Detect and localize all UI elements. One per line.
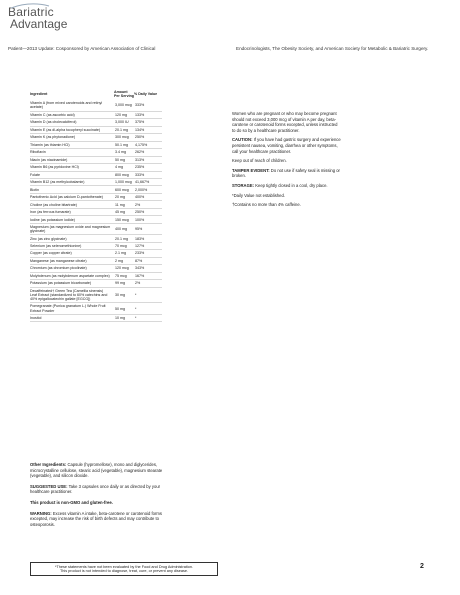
ingredient-cell: Vitamin C (as ascorbic acid)	[30, 111, 114, 118]
amount-cell: 3.4 mg	[114, 149, 134, 156]
other-ingredients-text: Capsule (hypromellose), mono and diglycerides, microcrystalline cellulose, stearic acid (vegetable), magnesium stearate (vegetable), and silicon dioxide.	[30, 462, 163, 479]
table-row	[30, 193, 162, 200]
table-row	[30, 201, 162, 208]
ingredient-cell: Vitamin E (as dl-alpha tocopheryl succinate)	[30, 126, 114, 133]
caution-text: If you have had gastric surgery and experience persistent nausea, vomiting, diarrhea or other symptoms, call your healthcare practitioner.	[232, 137, 341, 154]
daily-value-cell: 167%	[134, 272, 162, 279]
other-ingredients-label: Other Ingredients:	[30, 462, 67, 467]
ingredient-cell: Inositol	[30, 314, 114, 321]
ingredient-cell: Folate	[30, 171, 114, 178]
daily-value-cell: *	[134, 314, 162, 321]
amount-cell: 11 mg	[114, 201, 134, 208]
disclaimer-line-2: This product is not intended to diagnose, treat, cure, or prevent any disease.	[59, 569, 189, 574]
daily-value-cell: 133%	[134, 111, 162, 118]
table-row	[30, 235, 162, 242]
daily-value-cell: 2%	[134, 201, 162, 208]
table-header-row	[30, 90, 162, 100]
ingredient-cell: Niacin (as niacinamide)	[30, 156, 114, 163]
daily-value-cell: 41,667%	[134, 178, 162, 185]
table-body	[30, 100, 162, 322]
amount-cell: 2.1 mg	[114, 250, 134, 257]
amount-cell: 45 mg	[114, 208, 134, 215]
table-row	[30, 303, 162, 315]
amount-cell: 150 mcg	[114, 216, 134, 223]
daily-value-cell: 333%	[134, 100, 162, 111]
storage-text: Keep tightly closed in a cool, dry place.	[255, 182, 328, 188]
amount-cell: 70 mcg	[114, 242, 134, 249]
tamper-text: Do not use if safety seal is missing or broken.	[232, 167, 340, 179]
table-row	[30, 186, 162, 193]
amount-cell: 50.1 mg	[114, 141, 134, 148]
daily-value-cell: 250%	[134, 208, 162, 215]
daily-value-cell: 262%	[134, 149, 162, 156]
table-row	[30, 119, 162, 126]
amount-cell: 1,000 mcg	[114, 178, 134, 185]
ingredient-cell: Thiamin (as thiamin HCl)	[30, 141, 114, 148]
daily-value-cell: 400%	[134, 193, 162, 200]
amount-cell: 2 mg	[114, 257, 134, 264]
tamper-evident-notice	[232, 168, 342, 179]
table-row	[30, 171, 162, 178]
table-row	[30, 164, 162, 171]
daily-value-cell: 134%	[134, 126, 162, 133]
ingredient-cell: Zinc (as zinc glycinate)	[30, 235, 114, 242]
ingredient-cell: Copper (as copper citrate)	[30, 250, 114, 257]
ingredient-cell: Vitamin B6 (as pyridoxine HCl)	[30, 164, 114, 171]
daily-value-cell: 250%	[134, 134, 162, 141]
daily-value-cell: 2%	[134, 280, 162, 287]
ingredient-cell: Choline (as choline bitartrate)	[30, 201, 114, 208]
amount-cell: 75 mcg	[114, 272, 134, 279]
ingredient-header: Ingredient	[30, 92, 48, 97]
other-ingredients	[30, 462, 166, 479]
table-row	[30, 216, 162, 223]
ingredient-cell: Magnesium (as magnesium oxide and magnesium glycinate)	[30, 223, 114, 235]
table-row	[30, 280, 162, 287]
ingredient-cell: Vitamin K (as phytonadione)	[30, 134, 114, 141]
suggested-use-label: SUGGESTED USE:	[30, 483, 68, 489]
logo-line-2: Advantage	[10, 17, 68, 31]
supplement-facts-table	[30, 90, 162, 322]
amount-cell: 800 mcg	[114, 171, 134, 178]
ingredient-cell: Chromium (as chromium picolinate)	[30, 265, 114, 272]
daily-value-cell: 100%	[134, 216, 162, 223]
daily-value-footnote: *Daily Value not established.	[232, 192, 285, 198]
amount-cell: 30 mg	[114, 287, 134, 303]
daily-value-cell: 87%	[134, 257, 162, 264]
table-row	[30, 141, 162, 148]
caffeine-footnote: †Contains no more than 4% caffeine.	[232, 202, 301, 208]
ingredient-cell: Vitamin A (from mixed carotenoids and retinyl acetate)	[30, 100, 114, 111]
daily-value-cell: 343%	[134, 265, 162, 272]
table-row	[30, 250, 162, 257]
amount-cell: 600 mcg	[114, 186, 134, 193]
table-row	[30, 242, 162, 249]
table-row	[30, 208, 162, 215]
disclaimer-line-1: *These statements have not been evaluated by the Food and Drug Administration.	[54, 564, 194, 569]
ingredient-cell: Pantothenic Acid (as calcium D-pantothenate)	[30, 193, 114, 200]
amount-cell: 20.1 mg	[114, 235, 134, 242]
tamper-label: TAMPER EVIDENT:	[232, 167, 270, 173]
table-row	[30, 149, 162, 156]
right-column	[232, 111, 342, 212]
amount-cell: 20.1 mg	[114, 126, 134, 133]
amount-cell: 50 mg	[114, 156, 134, 163]
daily-value-cell: 95%	[134, 223, 162, 235]
ingredient-cell: Iron (as ferrous fumarate)	[30, 208, 114, 215]
daily-value-cell: 333%	[134, 171, 162, 178]
suggested-use-text: Take 3 capsules once daily or as directed by your healthcare practitioner.	[30, 483, 161, 495]
ingredient-cell: Selenium (as selenomethionine)	[30, 242, 114, 249]
daily-value-cell: 127%	[134, 242, 162, 249]
amount-cell: 120 mcg	[114, 265, 134, 272]
amount-cell: 400 mg	[114, 223, 134, 235]
amount-cell: 10 mg	[114, 314, 134, 321]
pregnancy-notice: Women who are pregnant or who may become pregnant should not exceed 3,000 mcg of vitamin A per day, beta-carotene or carotenoid forms excepted, unless instructed to do so by a healthcare practitioner.	[232, 111, 338, 133]
bariatric-advantage-logo	[8, 6, 78, 42]
ingredient-cell: Pomegranate (Punica granatum L.) Whole Fruit Extract Powder	[30, 303, 114, 315]
table-row	[30, 156, 162, 163]
ingredient-cell: Iodine (as potassium iodide)	[30, 216, 114, 223]
amount-header: Amount Per Serving	[114, 90, 134, 99]
suggested-use	[30, 484, 166, 495]
non-gmo-statement	[30, 500, 166, 506]
daily-value-cell: 375%	[134, 119, 162, 126]
keep-out-of-reach: Keep out of reach of children.	[232, 158, 287, 164]
warning	[30, 511, 166, 528]
header-left-text: Patient—2013 Update: Cosponsored by American Association of Clinical	[8, 46, 156, 51]
caution-notice	[232, 137, 342, 154]
ingredient-cell: Vitamin B12 (as methylcobalamin)	[30, 178, 114, 185]
table-row	[30, 178, 162, 185]
table-row	[30, 100, 162, 111]
daily-value-cell: 313%	[134, 156, 162, 163]
amount-cell: 4 mg	[114, 164, 134, 171]
ingredient-cell: Potassium (as potassium bicarbonate)	[30, 280, 114, 287]
amount-cell: 99 mg	[114, 280, 134, 287]
amount-cell: 300 mcg	[114, 134, 134, 141]
daily-value-cell: *	[134, 287, 162, 303]
daily-value-header: % Daily Value	[134, 92, 158, 97]
storage-label: STORAGE:	[232, 182, 255, 188]
table-row	[30, 134, 162, 141]
table-row	[30, 314, 162, 321]
amount-cell: 120 mg	[114, 111, 134, 118]
daily-value-cell: 2,000%	[134, 186, 162, 193]
ingredient-cell: Biotin	[30, 186, 114, 193]
table-row	[30, 265, 162, 272]
table-row	[30, 126, 162, 133]
table-row	[30, 257, 162, 264]
caution-label: CAUTION:	[232, 137, 253, 143]
table-row	[30, 272, 162, 279]
fda-disclaimer	[30, 562, 218, 576]
logo-line-1: Bariatric	[8, 5, 54, 19]
daily-value-cell: 233%	[134, 250, 162, 257]
amount-cell: 50 mg	[114, 303, 134, 315]
ingredient-cell: Decaffeinated† Green Tea (Camellia sinensis) Leaf Extract (standardized to 60% catechins and 40% epigallocatechin gallate [EGCG])	[30, 287, 114, 303]
amount-cell: 20 mg	[114, 193, 134, 200]
daily-value-cell: *	[134, 303, 162, 315]
table-row	[30, 287, 162, 303]
daily-value-cell: 235%	[134, 164, 162, 171]
storage-notice	[232, 183, 342, 189]
product-notes	[30, 462, 166, 527]
table-row	[30, 111, 162, 118]
non-gmo-text: This product is non-GMO and gluten-free.	[30, 499, 113, 505]
ingredient-cell: Manganese (as manganese citrate)	[30, 257, 114, 264]
daily-value-cell: 4,175%	[134, 141, 162, 148]
warning-label: WARNING:	[30, 510, 52, 516]
daily-value-cell: 183%	[134, 235, 162, 242]
header-right-text: Endocrinologists, The Obesity Society, and American Society for Metabolic & Bariatric Surgery.	[236, 46, 429, 51]
ingredient-cell: Riboflavin	[30, 149, 114, 156]
table-row	[30, 223, 162, 235]
amount-cell: 3,000 IU	[114, 119, 134, 126]
ingredient-cell: Vitamin D (as cholecalciferol)	[30, 119, 114, 126]
amount-cell: 3,000 mcg	[114, 100, 134, 111]
logo-arc-icon	[10, 3, 50, 9]
ingredient-cell: Molybdenum (as molybdenum aspartate complex)	[30, 272, 114, 279]
warning-text: Excess vitamin A intake, beta-carotene or carotenoid forms excepted, may increase the risk of birth defects and may contribute to osteoporosis.	[30, 510, 162, 527]
page-number: 2	[420, 563, 424, 570]
